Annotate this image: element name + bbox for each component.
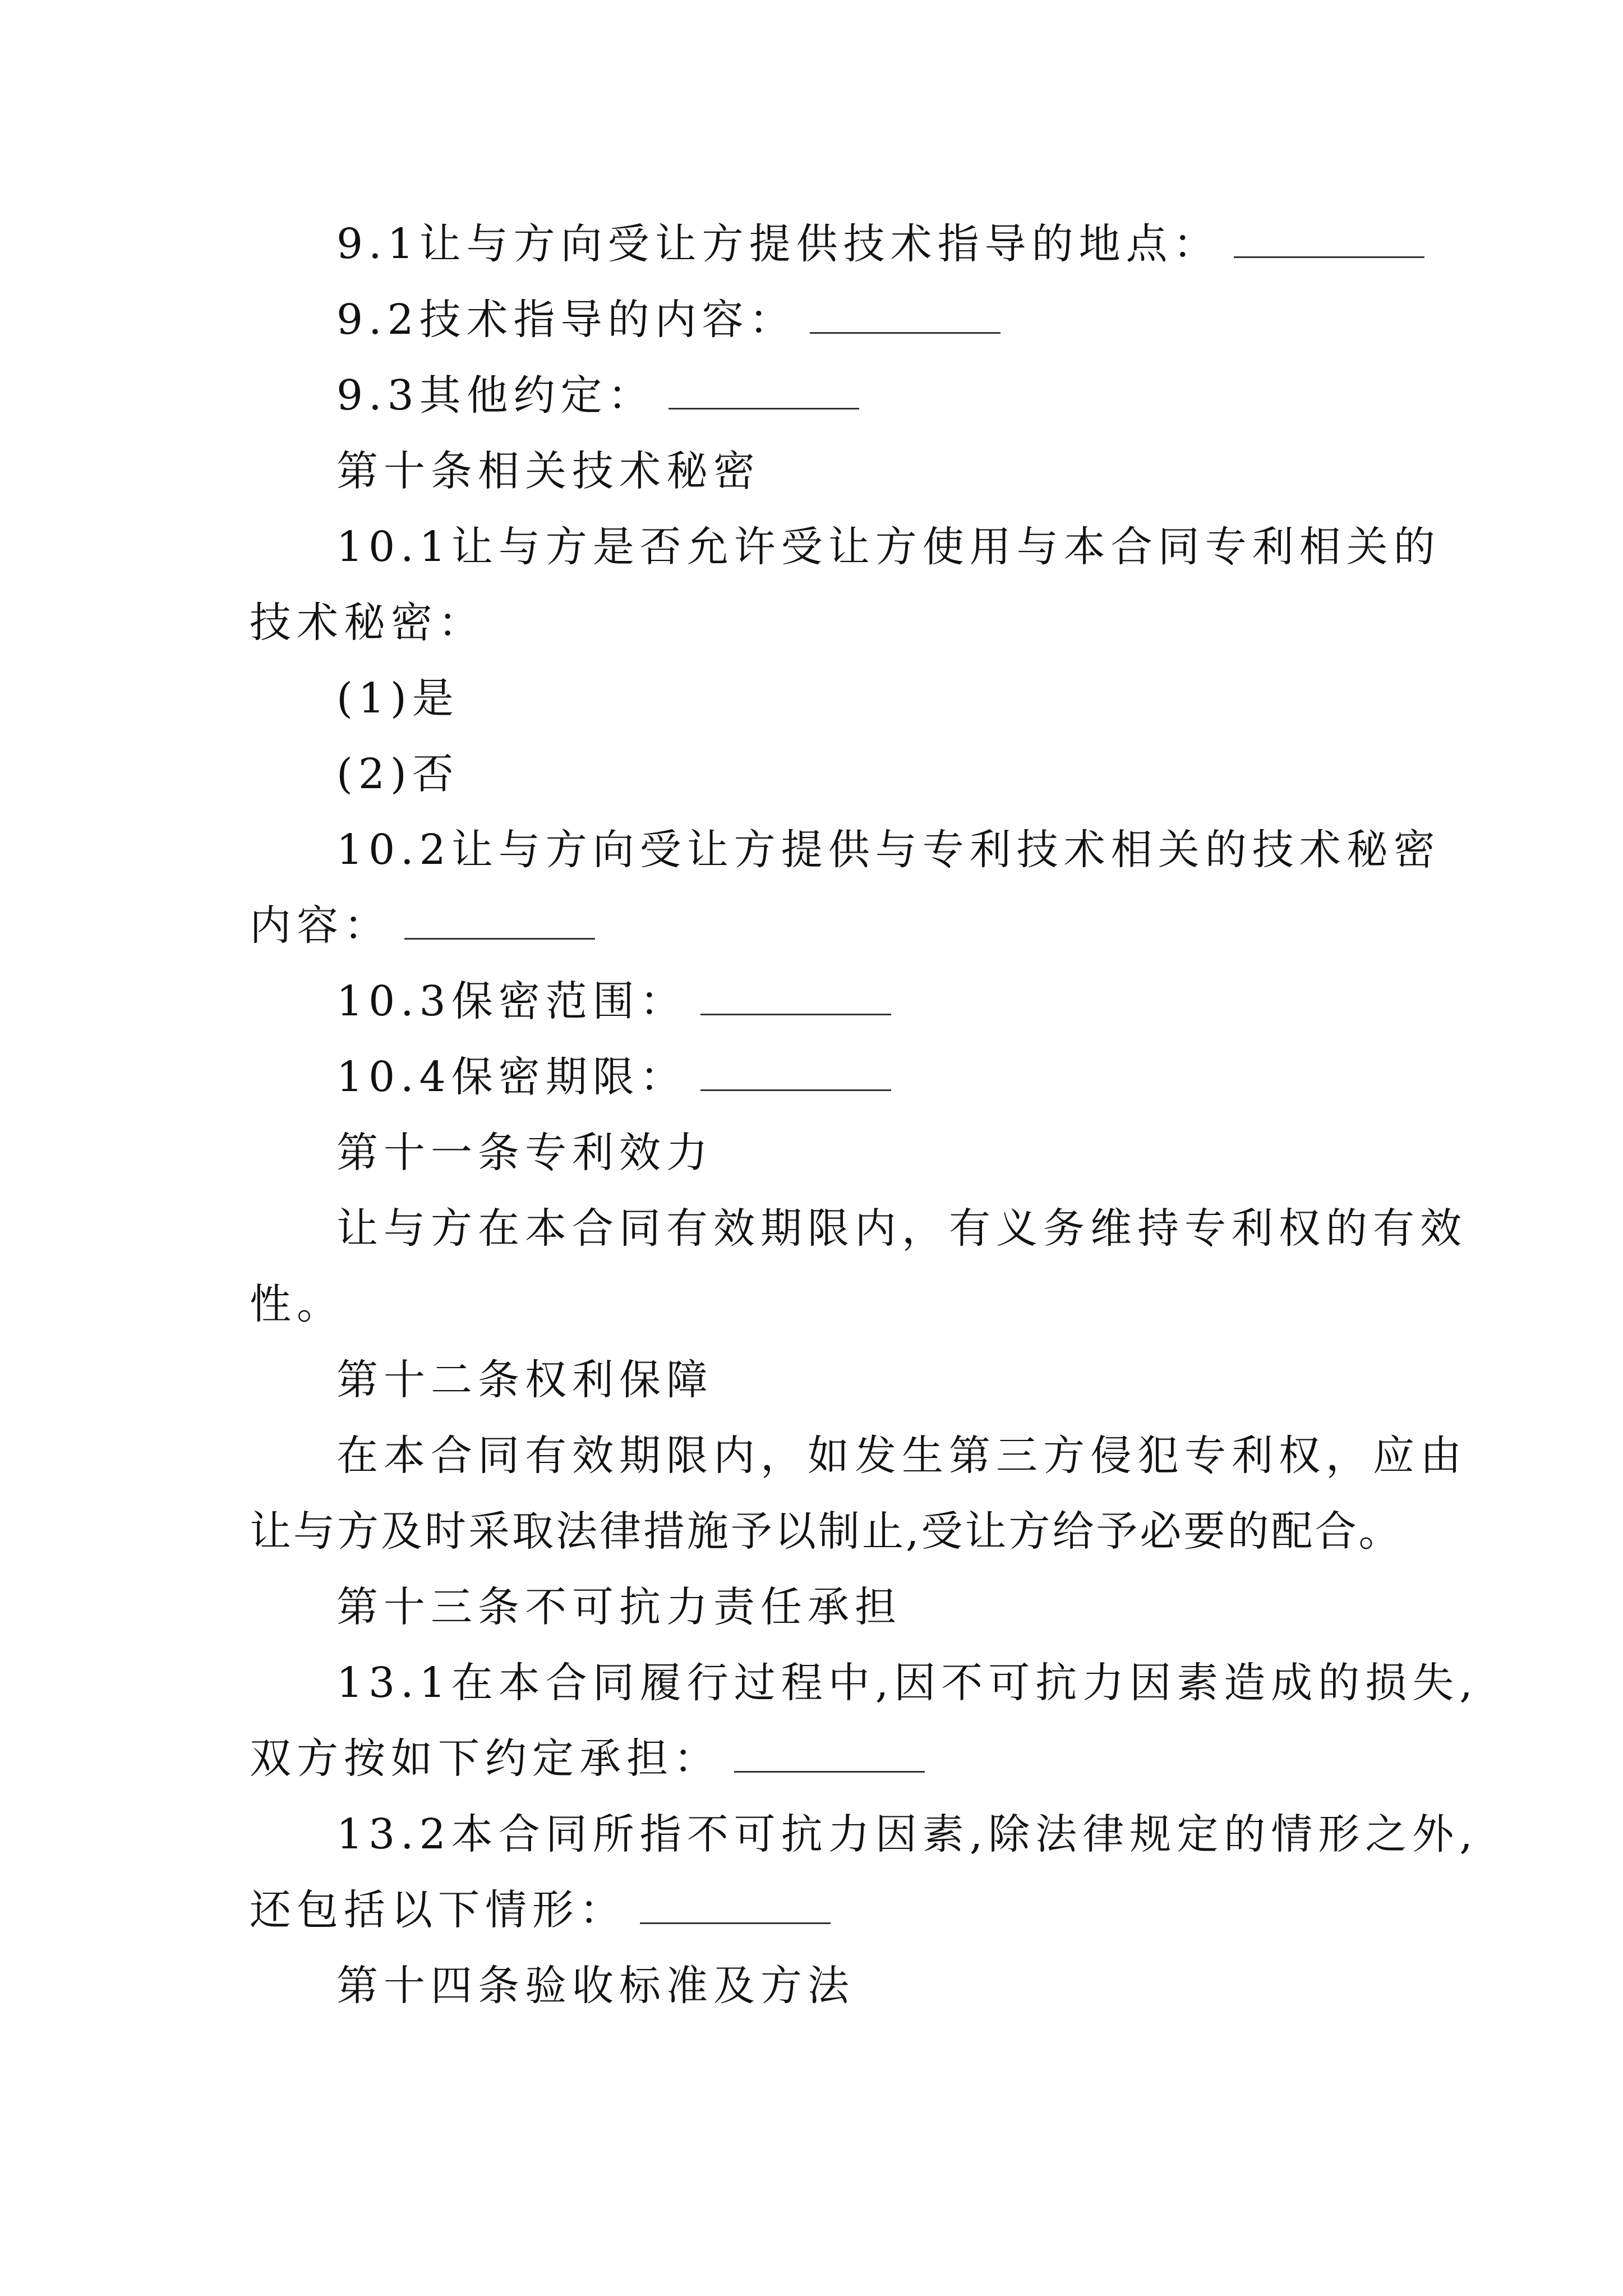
fill-blank[interactable] [700,974,891,1015]
clause-13-1-cont [250,1731,925,1787]
article-13-heading: 第十三条不可抗力责任承担 [336,1583,902,1631]
article-10-heading: 第十条相关技术秘密 [336,447,760,495]
article-11-text: 让与方在本合同有效期限内，有义务维持专利权的有效 [336,1204,1467,1253]
clause-9-2 [336,292,1000,348]
clause-text: 9.2技术指导的内容： [336,296,796,344]
option-yes: (1)是 [336,674,459,723]
fill-blank[interactable] [404,899,595,940]
article-11-text-cont: 性。 [250,1280,344,1328]
clause-text: 还包括以下情形： [250,1886,626,1934]
clause-text: 10.4保密期限： [336,1053,687,1101]
clause-10-1: 10.1让与方是否允许受让方使用与本合同专利相关的 [336,523,1441,571]
clause-10-4 [336,1049,891,1105]
clause-10-2-cont [250,898,595,954]
clause-10-2: 10.2让与方向受让方提供与专利技术相关的技术秘密 [336,826,1441,874]
article-12-text: 在本合同有效期限内，如发生第三方侵犯专利权，应由 [336,1432,1467,1480]
clause-text: 10.3保密范围： [336,977,687,1025]
clause-9-1 [336,216,1424,272]
article-11-heading: 第十一条专利效力 [336,1129,713,1177]
fill-blank[interactable] [640,1883,831,1924]
article-12-heading: 第十二条权利保障 [336,1356,713,1404]
fill-blank[interactable] [668,369,859,409]
clause-10-3 [336,973,891,1029]
option-no: (2)否 [336,750,459,798]
clause-10-1-cont: 技术秘密： [250,599,485,647]
clause-text: 双方按如下约定承担： [250,1734,721,1783]
fill-blank[interactable] [1234,217,1424,258]
clause-text: 内容： [250,901,391,950]
clause-9-3 [336,367,859,424]
clause-13-2: 13.2本合同所指不可抗力因素,除法律规定的情形之外, [336,1810,1478,1858]
fill-blank[interactable] [734,1732,925,1773]
clause-13-1: 13.1在本合同履行过程中,因不可抗力因素造成的损失, [336,1659,1478,1707]
clause-13-2-cont [250,1882,831,1938]
article-14-heading: 第十四条验收标准及方法 [336,1962,855,2010]
fill-blank[interactable] [700,1050,891,1091]
clause-text: 9.3其他约定： [336,371,655,420]
clause-text: 9.1让与方向受让方提供技术指导的地点： [336,220,1220,268]
fill-blank[interactable] [810,293,1000,334]
article-12-text-cont: 让与方及时采取法律措施予以制止,受让方给予必要的配合。 [250,1507,1403,1556]
